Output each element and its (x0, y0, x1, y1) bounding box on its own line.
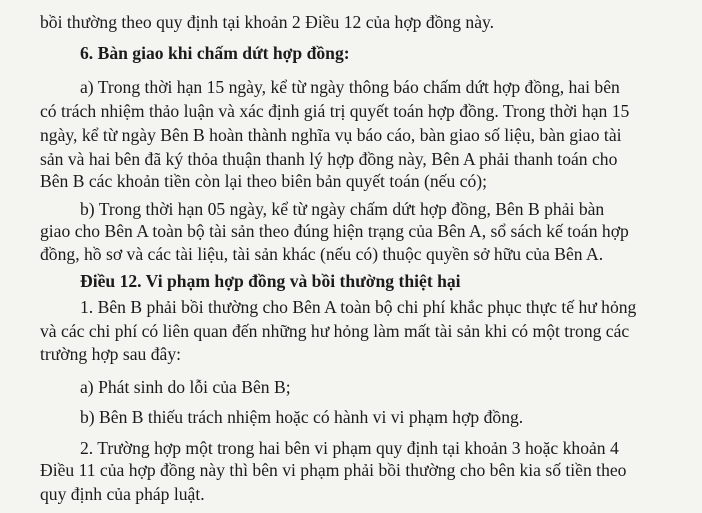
text-line: và các chi phí có liên quan đến những hư hỏng làm mất tài sản khi có một trong các (40, 321, 630, 341)
text-line: 2. Trường hợp một trong hai bên vi phạm quy định tại khoản 3 hoặc khoản 4 (80, 438, 619, 458)
text-line: ngày, kể từ ngày Bên B hoàn thành nghĩa vụ báo cáo, bàn giao số liệu, bàn giao tài (40, 125, 622, 145)
text-line: trường hợp sau đây: (40, 344, 182, 364)
text-line: quy định của pháp luật. (40, 484, 205, 504)
text-line: Điều 11 của hợp đồng này thì bên vi phạm phải bồi thường cho bên kia số tiền theo (40, 460, 627, 480)
article-heading: Điều 12. Vi phạm hợp đồng và bồi thường thiệt hại (80, 271, 461, 291)
text-line: giao cho Bên A toàn bộ tài sản theo đúng hiện trạng của Bên A, sổ sách kế toán hợp (40, 221, 629, 241)
text-line: bồi thường theo quy định tại khoản 2 Điều 12 của hợp đồng này. (40, 12, 495, 32)
text-line: đồng, hồ sơ và các tài liệu, tài sản khác (nếu có) thuộc quyền sở hữu của Bên A. (40, 244, 604, 264)
text-line: có trách nhiệm thảo luận và xác định giá trị quyết toán hợp đồng. Trong thời hạn 15 (40, 101, 630, 121)
text-line: Bên B các khoản tiền còn lại theo biên bản quyết toán (nếu có); (40, 171, 488, 191)
text-line: b) Trong thời hạn 05 ngày, kể từ ngày chấm dứt hợp đồng, Bên B phải bàn (80, 199, 605, 219)
text-line: b) Bên B thiếu trách nhiệm hoặc có hành vi vi phạm hợp đồng. (80, 407, 524, 427)
text-line: a) Trong thời hạn 15 ngày, kể từ ngày thông báo chấm dứt hợp đồng, hai bên (80, 77, 620, 97)
text-line: a) Phát sinh do lỗi của Bên B; (80, 377, 291, 397)
text-line: sản và hai bên đã ký thỏa thuận thanh lý hợp đồng này, Bên A phải thanh toán cho (40, 149, 618, 169)
section-heading: 6. Bàn giao khi chấm dứt hợp đồng: (80, 43, 350, 63)
text-line: 1. Bên B phải bồi thường cho Bên A toàn bộ chi phí khắc phục thực tế hư hỏng (80, 297, 637, 317)
